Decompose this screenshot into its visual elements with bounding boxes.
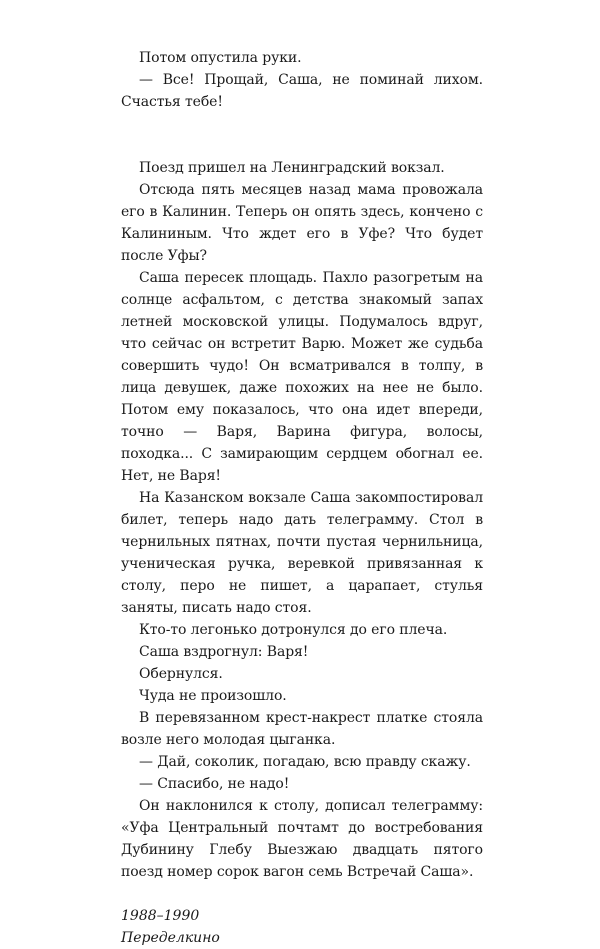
paragraph: — Все! Прощай, Саша, не поминай лихом. Счастья тебе! <box>121 72 483 110</box>
colophon-years: 1988–1990 <box>121 908 200 924</box>
paragraph: — Дай, соколик, погадаю, всю правду скажу. <box>139 754 471 770</box>
colophon <box>121 905 483 949</box>
paragraph: Кто-то легонько дотронулся до его плеча. <box>139 622 448 638</box>
paragraph: Саша пересек площадь. Пахло разогретым на солнце асфальтом, с детства знакомый запах летней московской улицы. Подумалось вдруг, что сейчас он встретит Варю. Может же судьба совершить чудо! Он всматривался в толпу, в лица девушек, даже похожих на нее не было. Потом ему показалось, что она идет впереди, точно — Варя, Варина фигура, волосы, походка... С замирающим сердцем обогнал ее. Нет, не Варя! <box>121 270 483 484</box>
paragraph: Потом опустила руки. <box>139 50 302 66</box>
paragraph: — Спасибо, не надо! <box>139 776 290 792</box>
colophon-place: Переделкино <box>121 930 220 946</box>
paragraph: Отсюда пять месяцев назад мама провожала его в Калинин. Теперь он опять здесь, кончено с Калининым. Что ждет его в Уфе? Что будет после Уфы? <box>121 182 483 264</box>
paragraph: Поезд пришел на Ленинградский вокзал. <box>139 160 445 176</box>
paragraph: Чуда не произошло. <box>139 688 287 704</box>
paragraph: Обернулся. <box>139 666 223 682</box>
paragraph: На Казанском вокзале Саша закомпостировал билет, теперь надо дать телеграмму. Стол в чернильных пятнах, почти пустая чернильница, ученическая ручка, веревкой привязанная к столу, перо не пишет, а царапает, стулья заняты, писать надо стоя. <box>121 490 483 616</box>
book-page <box>121 47 483 949</box>
text-block-departure <box>121 157 483 883</box>
text-block-farewell <box>121 47 483 113</box>
paragraph: В перевязанном крест-накрест платке стояла возле него молодая цыганка. <box>121 710 483 748</box>
paragraph: Саша вздрогнул: Варя! <box>139 644 309 660</box>
paragraph: Он наклонился к столу, дописал телеграмму: «Уфа Центральный почтамт до востребования Дубинину Глебу Выезжаю двадцать пятого поезд номер сорок вагон семь Встречай Саша». <box>121 798 483 880</box>
